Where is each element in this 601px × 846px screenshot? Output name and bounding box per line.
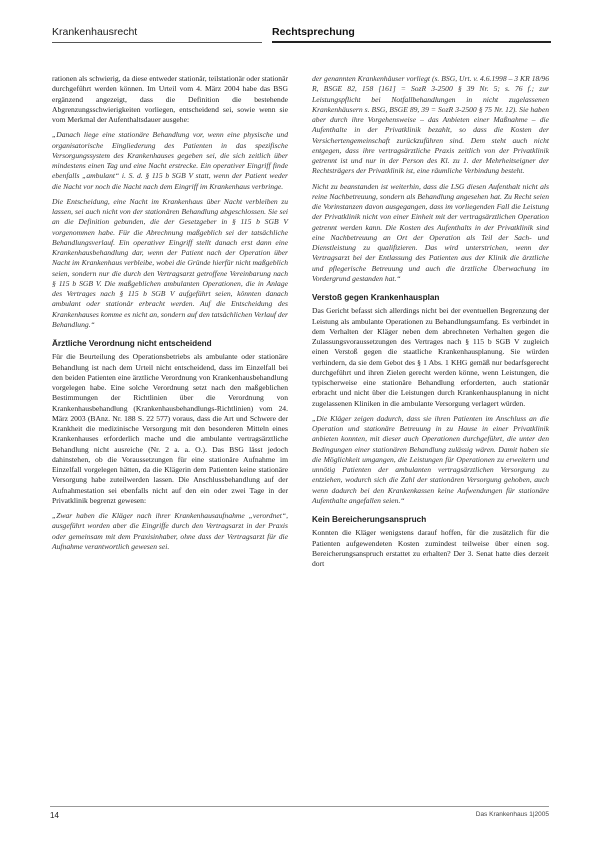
left-column — [52, 74, 288, 557]
quote-paragraph: „Danach liege eine stationäre Behandlung vor, wenn eine physische und organisatorische Eingliederung des Patienten in das spezifische Versorgungssystem des Krankenhauses gegeben sei, die sich zeitlich über mindestens einen Tag und eine Nacht erstrecke. Ein operativer Eingriff finde ebenfalls „ambulant“ i. S. d. § 115 b SGB V statt, wenn der Patient weder die Nacht vor noch die Nacht nach dem Eingriff im Krankenhaus verbringe. — [52, 130, 288, 191]
quote-paragraph: „Die Kläger zeigen dadurch, dass sie ihren Patienten im Anschluss an die Operation und stationäre Betreuung in zu Hause in einer Privatklinik anbieten konnten, mit dieser auch Operationen durchgeführt, die unter den Bedingungen einer stationären Behandlung zulässig wären. Damit haben sie die Möglichkeit umgangen, die Leistungen für Operationen zu erweitern und unnötig Patienten der ambulanten vertragsärztlichen Versorgung zu entziehen, wodurch sich die Zahl der stationären Versorgung gehoben, auch wenn dadurch bei den Krankenkassen keine Aufwendungen für stationäre Aufenthalte angefallen seien.“ — [312, 413, 549, 505]
paragraph: Für die Beurteilung des Operationsbetriebs als ambulante oder stationäre Behandlung ist nach dem Urteil nicht entscheidend, dass im Einzelfall bei den beiden Patienten eine ärztliche Verordnung von Krankenhausbehandlung vorgelegen habe. Eine solche Verordnung setzt nach den maßgeblichen Bestimmungen der Richtlinien über die Verordnung von Krankenhausbehandlung (Krankenhausbehandlungs-Richtlinien) vom 24. März 2003 (BAnz. Nr. 188 S. 22 577) voraus, dass die Art und Schwere der Krankheit die medizinische Versorgung mit den besonderen Mitteln eines Krankenhauses erforderlich mache und die ambulante vertragsärztliche Behandlung nicht ausreiche (Nr. 2 a. a. O.). Das BSG lässt jedoch dahinstehen, ob die Voraussetzungen für eine stationäre Aufnahme im Einzelfall vorgelegen hätten, da die Klägerin dem Patienten keine stationäre Versorgung habe zuteilwerden lassen. Die Anschlussbehandlung auf der Aufnahmestation sei ebenfalls nicht auf den ein oder zwei Tage in der Privatklinik begrenzt gewesen: — [52, 352, 288, 505]
quote-paragraph: Die Entscheidung, eine Nacht im Krankenhaus über Nacht verbleiben zu lassen, sei auch nicht von der stationären Behandlung abgeschlossen. Sie sei an die Definition gebunden, die der Gesetzgeber in § 115 b SGB V vorgenommen habe. Für die Abrechnung maßgeblich sei der tatsächliche Behandlungsverlauf. Ein operativer Eingriff stellt danach erst dann eine Krankenhausbehandlung dar, wenn der Patient nach der Operation über Nacht im Krankenhaus verbleibe, wobei die Gründe hierfür nicht maßgeblich seien, sondern nur die durch den Vertragsarzt getroffene Vereinbarung nach § 115 b SGB V. Die maßgeblichen ambulanten Operationen, die in Anlage des Vertrages nach § 115 b SGB V aufgeführt seien, könnten danach ambulant oder stationär erbracht werden. Auf die Entscheidung des Krankenhauses komme es nicht an, sondern auf den tatsächlichen Verlauf der Behandlung.“ — [52, 196, 288, 329]
quote-paragraph: Nicht zu beanstanden ist weiterhin, dass die LSG diesen Aufenthalt nicht als reine Nachbetreuung, sondern als Behandlung angesehen hat. Zu Recht seien die Vorinstanzen davon ausgegangen, dass im vorliegenden Fall die Leistung der Privatklinik nicht von einer Einheit mit der vertragsärztlichen Operation getrennt werden kann. Die Kosten des Aufenthalts in der Privatklinik sind eine Nachbetreuung an Ort der Operation als Teil der Sach- und Dienstleistung zu qualifizieren. Das wird unterstrichen, wenn der Vertragsarzt bei der Entlassung des Patienten aus der Klinik die ärztliche und pflegerische Betreuung und auch die ärztliche Überwachung im Vordergrund gestanden hat.“ — [312, 181, 549, 283]
paragraph: Das Gericht befasst sich allerdings nicht bei der eventuellen Begrenzung der Leistung als ambulante Operationen zu Behandlungsumfang. Es verbindet in dem Verhalten der Kläger neben dem abrechneten Verhalten gegen die Zulassungsvoraussetzungen des Vertrages nach § 115 b SGB V zugleich einen Verstoß gegen die staatliche Krankenhausplanung. Sie würden verhindern, da sie dem Gebot des § 1 Abs. 1 KHG gemäß nur bedarfsgerecht durchgeführt und ihren Zielen gerecht werden könne, wenn Leistungen, die typischerweise eine stationäre Behandlung erforderten, auch stationär erbracht und nicht über die Leistungen durch Krankenhausplanung in nicht zugelassenen Kliniken in die ambulante Versorgung verlagert würden. — [312, 306, 549, 408]
subheading: Ärztliche Verordnung nicht entscheidend — [52, 339, 212, 348]
right-column — [312, 74, 549, 574]
page-header — [52, 26, 551, 44]
quote-paragraph: „Zwar haben die Kläger nach ihrer Krankenhausaufnahme „verordnet“, ausgeführt worden aber die Eingriffe durch den Vertragsarzt in der Praxis oder gemeinsam mit dem Praxisinhaber, ohne dass der Vertragsarzt für die Aufnahme verantwortlich gewesen sei. — [52, 511, 288, 551]
page-number: 14 — [50, 811, 59, 820]
quote-paragraph: der genannten Krankenhäuser vorliegt (s. BSG, Urt. v. 4.6.1998 – 3 KR 18/96 R, BSGE 82, 158 [161] = SozR 3-2500 § 39 Nr. 5; s. 76 f.; zur Leistungspflicht bei Notfallbehandlungen in nicht zugelassenen Krankenhäusern s. BSG, BSGE 89, 39 = SozR 3-2500 § 75 Nr. 12). Sie haben aber durch ihre Vorgehensweise – das Anbieten einer Maßnahme – die Aufenthalte in der Privatklinik bezahlt, so dass die Kosten der Versichertengemeinschaft zurückzuführen sind. Dem steht auch nicht entgegen, dass ihre vertragsärztliche Praxis zeitlich von der Privatklinik getrennt ist und nur in der Person des Kl. zu 1. der Mehrheitseigner der Rechtsträgers der Privatklinik ist, eine räumliche Verbindung besteht. — [312, 74, 549, 176]
journal-citation: Das Krankenhaus 1|2005 — [475, 811, 549, 818]
header-rule-left — [52, 42, 262, 43]
subheading: Kein Bereicherungsanspruch — [312, 515, 427, 524]
section-label: Krankenhausrecht — [52, 26, 138, 38]
footer-rule — [50, 806, 549, 807]
header-rule-right — [272, 41, 551, 43]
subheading: Verstoß gegen Krankenhausplan — [312, 293, 440, 302]
paragraph: rationen als schwierig, da diese entweder stationär, teilstationär oder stationär durchgeführt werden können. Im Urteil vom 4. März 2004 habe das BSG ergänzend angezeigt, dass die Definition die bestehende Abgrenzungsschwierigkeiten vorliegen, entscheidend sei, sowie wenn sie vom Merkmal der Aufenthaltsdauer ausgehe: — [52, 74, 288, 124]
rubric-label: Rechtsprechung — [272, 26, 355, 38]
paragraph: Konnten die Kläger wenigstens darauf hoffen, für die zusätzlich für die Patienten aufgewendeten Kosten zumindest teilweise über einen sog. Bereicherungsanspruch erstattet zu erhalten? Der 3. Senat hatte dies derzeit dort — [312, 528, 549, 568]
